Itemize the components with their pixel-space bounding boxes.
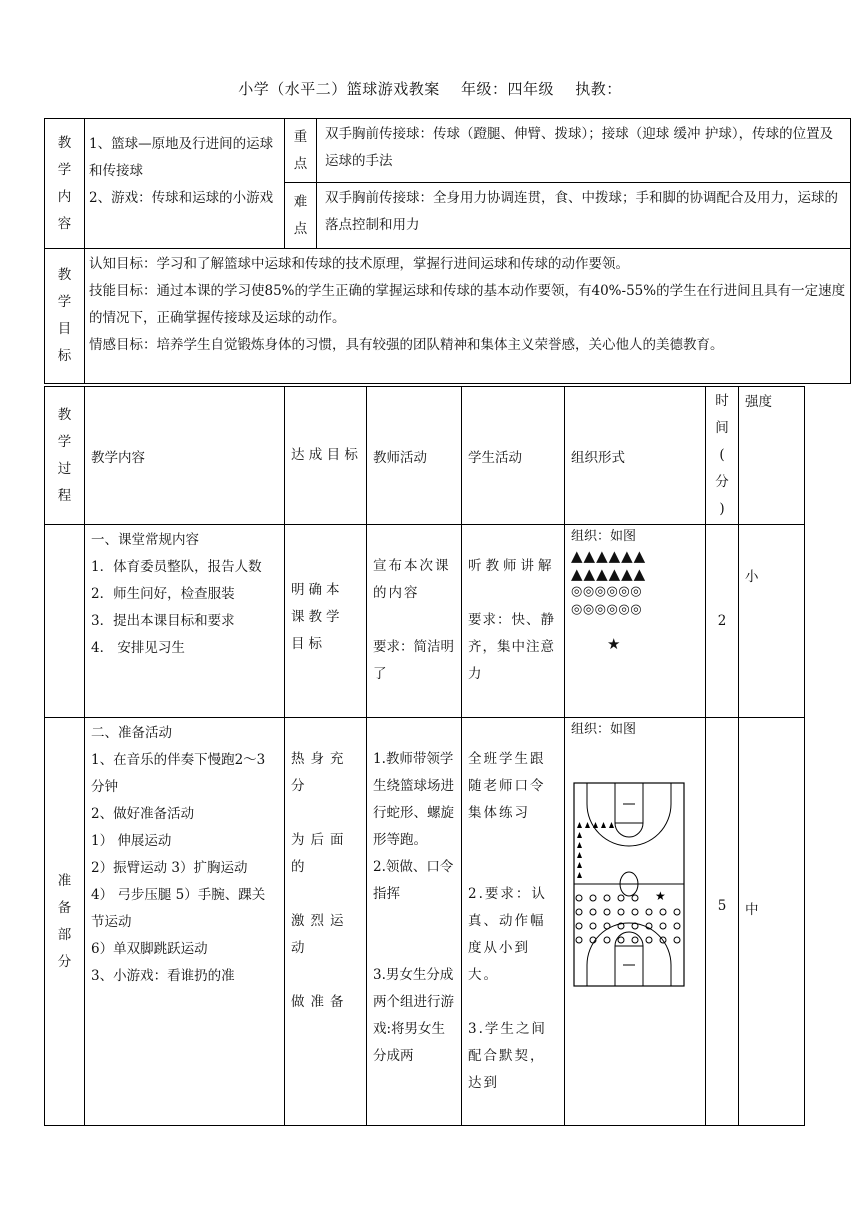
page-title: 小学（水平二）篮球游戏教案 年级：四年级 执教： xyxy=(238,80,622,98)
col-org: 组织形式 xyxy=(565,387,706,525)
lesson-plan-table xyxy=(44,118,851,384)
prep-label: 准 备 部 分 xyxy=(45,718,85,1126)
student-formation-circles: ◎◎◎◎◎◎ xyxy=(571,584,643,599)
content-label: 教 学 内 容 xyxy=(45,119,85,249)
row2-intensity: 中 xyxy=(739,718,805,1126)
row2-goal: 热身充分 为后面的 激烈运动 做准备 xyxy=(285,718,367,1126)
teacher-star-icon: ★ xyxy=(607,635,621,653)
col-content: 教学内容 xyxy=(85,387,285,525)
key-point-label: 重 点 xyxy=(285,119,317,183)
difficulty-label: 难 点 xyxy=(285,183,317,249)
student-formation-circles: ◎◎◎◎◎◎ xyxy=(571,602,643,617)
student-run-path-triangles xyxy=(577,822,614,878)
goals-text: 认知目标：学习和了解篮球中运球和传球的技术原理，掌握行进间运球和传球的动作要领。 技能目标：通过本课的学习使85%的学生正确的掌握运球和传球的基本动作要领，有40%-55%的学生在行进间且具有一定速度的情况下，正确掌握传接球及运球的动作。 情感目标：培养学生自觉锻炼身体的习惯，具有较强的团队精神和集体主义荣誉感，关心他人的美德教育。 xyxy=(85,249,851,384)
row1-teacher: 宣布本次课的内容 要求：简洁明了 xyxy=(367,525,462,718)
row2-org: 组织：如图 ★ xyxy=(565,718,706,1126)
difficulty-text: 双手胸前传接球：全身用力协调连贯，食、中拨球；手和脚的协调配合及用力，运球的落点控制和用力 xyxy=(317,183,851,249)
row1-intensity: 小 xyxy=(739,525,805,718)
student-formation-triangles: ▲▲▲▲▲▲ xyxy=(571,547,647,565)
teacher-star-icon: ★ xyxy=(655,889,666,903)
row2-time: 5 xyxy=(706,718,739,1126)
col-time: 时 间 ( 分 ) xyxy=(706,387,739,525)
content-items: 1、篮球—原地及行进间的运球和传接球 2、游戏：传球和运球的小游戏 xyxy=(85,119,285,249)
row2-content: 二、准备活动 1、在音乐的伴奏下慢跑2～3分钟 2、做好准备活动 1） 伸展运动 2）振臂运动 3）扩胸运动 4） 弓步压腿 5）手腕、踝关节运动 6）单双脚跳跃运动 3、小游戏：看谁扔的准 xyxy=(85,718,285,1126)
student-formation-triangles: ▲▲▲▲▲▲ xyxy=(571,565,647,583)
col-teacher: 教师活动 xyxy=(367,387,462,525)
col-intensity: 强度 xyxy=(739,387,805,525)
row1-time: 2 xyxy=(706,525,739,718)
col-student: 学生活动 xyxy=(462,387,565,525)
row2-teacher: 1.教师带领学生绕篮球场进行蛇形、螺旋形等跑。 2.领做、口令指挥 3.男女生分成两个组进行游戏:将男女生分成两 xyxy=(367,718,462,1126)
key-point-text: 双手胸前传接球：传球（蹬腿、伸臂、拨球）；接球（迎球 缓冲 护球），传球的位置及运球的手法 xyxy=(317,119,851,183)
process-label-2: 教 学 过 程 xyxy=(45,387,85,525)
goals-label: 教 学 目 标 xyxy=(45,249,85,384)
col-goal: 达 成 目 标 xyxy=(285,387,367,525)
row1-org: 组织：如图 ▲▲▲▲▲▲ ▲▲▲▲▲▲ ◎◎◎◎◎◎ ◎◎◎◎◎◎ ★ xyxy=(565,525,706,718)
row2-student: 全班学生跟随老师口令集体练习 2.要求：认真、动作幅度从小到大。 3.学生之间配合默契，达到 xyxy=(462,718,565,1126)
row1-content: 一、课堂常规内容 1．体育委员整队，报告人数 2．师生问好，检查服装 3．提出本课目标和要求 4． 安排见习生 xyxy=(85,525,285,718)
process-body xyxy=(44,386,805,1126)
row1-goal: 明确本课教学目标 xyxy=(285,525,367,718)
basketball-court-diagram xyxy=(573,782,685,987)
row1-student: 听教师讲解 要求：快、静齐，集中注意力 xyxy=(462,525,565,718)
